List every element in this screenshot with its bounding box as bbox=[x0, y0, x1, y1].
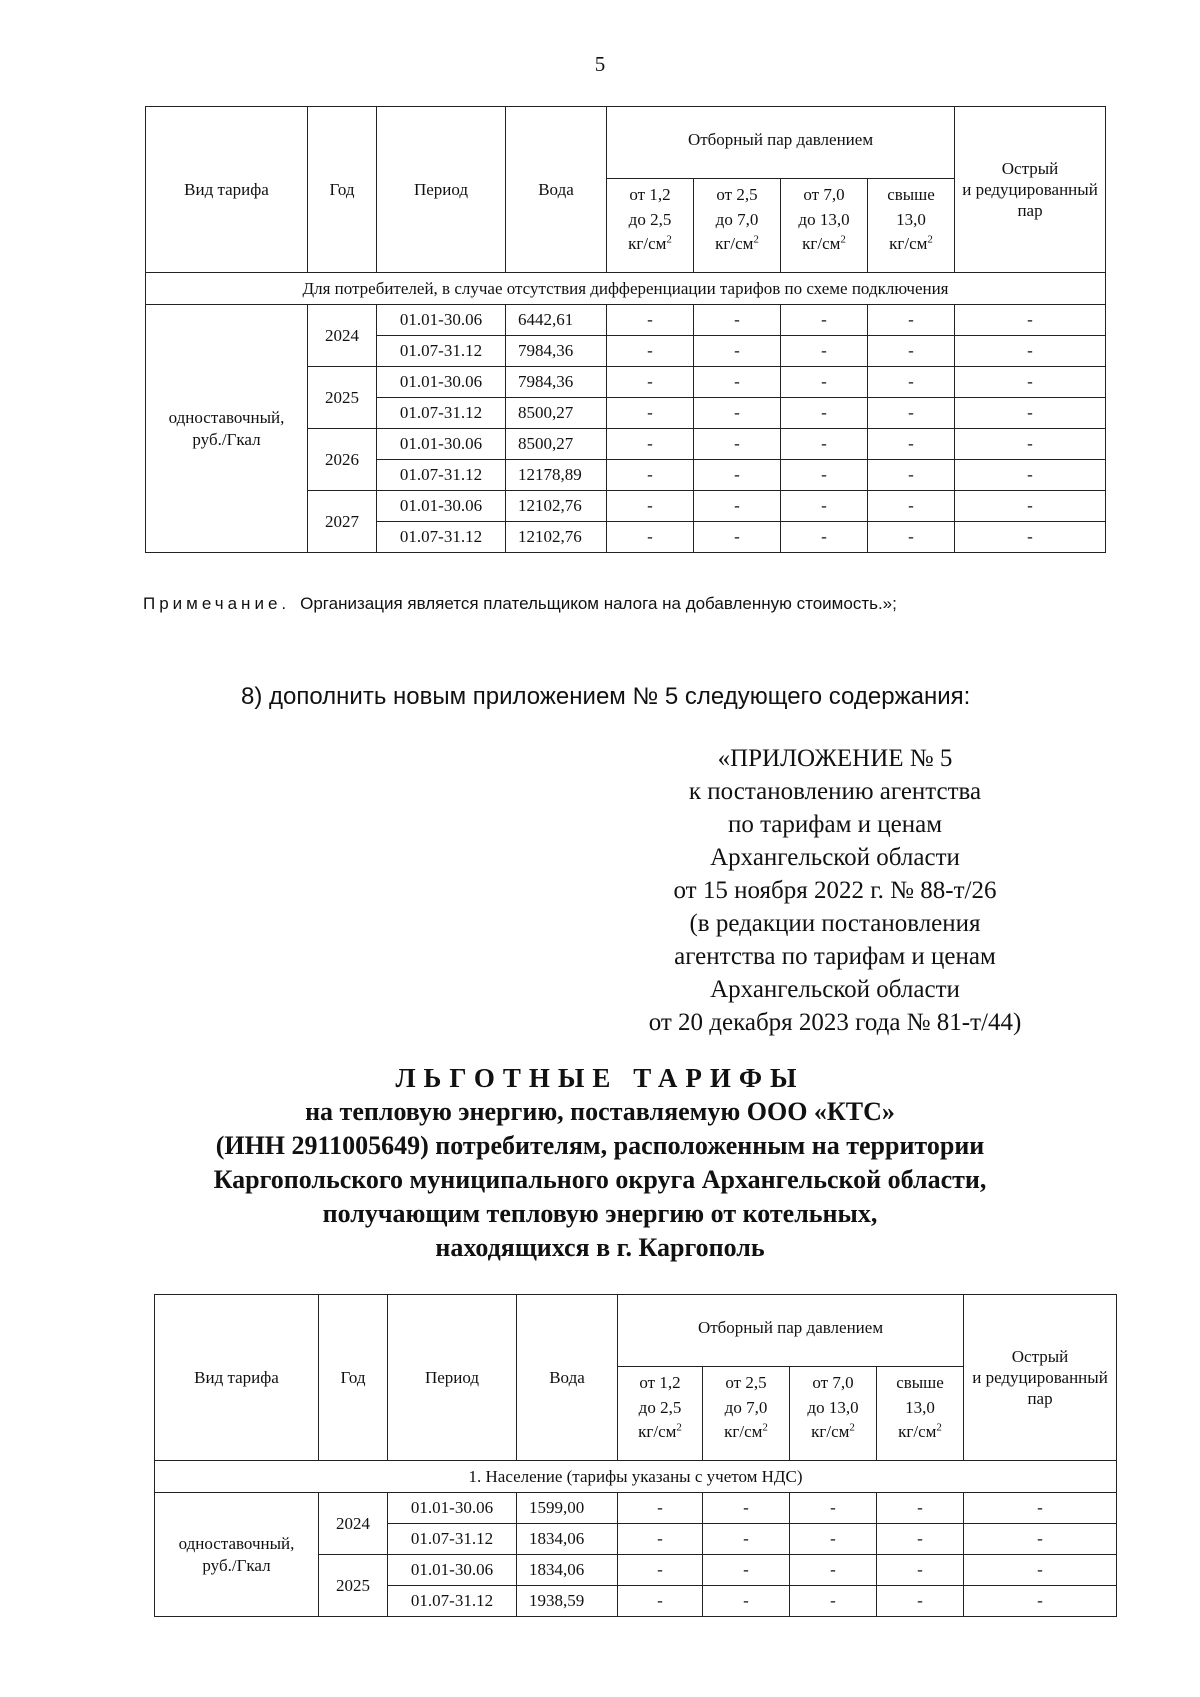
period-cell: 01.01-30.06 bbox=[388, 1555, 517, 1586]
title-line: (ИНН 2911005649) потребителям, расположенным на территории bbox=[215, 1131, 985, 1160]
steam-tariff-cell: - bbox=[618, 1555, 703, 1586]
appendix-line: от 15 ноября 2022 г. № 88-т/26 bbox=[673, 877, 997, 904]
steam-tariff-cell: - bbox=[790, 1586, 877, 1617]
title-line: Каргопольского муниципального округа Архангельской области, bbox=[213, 1165, 987, 1194]
title-line: на тепловую энергию, поставляемую ООО «КТС» bbox=[305, 1097, 895, 1126]
tariff-table-1 bbox=[145, 106, 1106, 553]
header-sharp-l1: Острый bbox=[1001, 158, 1059, 178]
period-cell: 01.07-31.12 bbox=[377, 460, 506, 491]
page-number: 5 bbox=[594, 52, 606, 76]
water-tariff-cell: 12102,76 bbox=[506, 522, 607, 553]
steam-tariff-cell: - bbox=[781, 491, 868, 522]
header-sharp-l1: Острый bbox=[1011, 1346, 1069, 1366]
period-cell: 01.07-31.12 bbox=[388, 1586, 517, 1617]
steam-tariff-cell: - bbox=[781, 522, 868, 553]
note bbox=[143, 594, 897, 614]
steam-tariff-cell: - bbox=[781, 336, 868, 367]
title-line: получающим тепловую энергию от котельных, bbox=[322, 1199, 878, 1228]
steam-tariff-cell: - bbox=[955, 491, 1106, 522]
water-tariff-cell: 1834,06 bbox=[517, 1524, 618, 1555]
section-row: 1. Население (тарифы указаны с учетом НДС) bbox=[155, 1461, 1117, 1493]
steam-tariff-cell: - bbox=[868, 460, 955, 491]
period-cell: 01.07-31.12 bbox=[377, 336, 506, 367]
appendix-line: «ПРИЛОЖЕНИЕ № 5 bbox=[717, 745, 953, 772]
period-cell: 01.07-31.12 bbox=[388, 1524, 517, 1555]
table-row bbox=[155, 1493, 1117, 1524]
steam-tariff-cell: - bbox=[868, 522, 955, 553]
appendix-line: по тарифам и ценам bbox=[727, 811, 943, 838]
steam-tariff-cell: - bbox=[868, 429, 955, 460]
header-tariff-type: Вид тарифа bbox=[146, 107, 308, 273]
steam-tariff-cell: - bbox=[868, 305, 955, 336]
steam-tariff-cell: - bbox=[607, 305, 694, 336]
period-cell: 01.01-30.06 bbox=[377, 367, 506, 398]
steam-tariff-cell: - bbox=[877, 1524, 964, 1555]
tariff-type-line: одноставочный, bbox=[178, 1534, 295, 1554]
steam-tariff-cell: - bbox=[618, 1524, 703, 1555]
steam-tariff-cell: - bbox=[868, 367, 955, 398]
steam-tariff-cell: - bbox=[955, 398, 1106, 429]
steam-tariff-cell: - bbox=[868, 491, 955, 522]
header-steam-col: от 1,2 до 2,5 $кг/см^2$ bbox=[607, 179, 694, 273]
steam-tariff-cell: - bbox=[868, 336, 955, 367]
year-cell: 2025 bbox=[319, 1555, 388, 1617]
steam-tariff-cell: - bbox=[703, 1493, 790, 1524]
title-line: находящихся в г. Каргополь bbox=[435, 1233, 765, 1262]
steam-tariff-cell: - bbox=[607, 398, 694, 429]
period-cell: 01.01-30.06 bbox=[377, 429, 506, 460]
steam-tariff-cell: - bbox=[607, 460, 694, 491]
steam-tariff-cell: - bbox=[694, 305, 781, 336]
header-period: Период bbox=[377, 107, 506, 273]
water-tariff-cell: 1938,59 bbox=[517, 1586, 618, 1617]
note-label: Примечание. bbox=[143, 594, 291, 613]
appendix-line: Архангельской области bbox=[710, 976, 960, 1003]
header-sharp-l2: и редуцированный bbox=[962, 179, 1098, 199]
steam-tariff-cell: - bbox=[607, 367, 694, 398]
steam-tariff-cell: - bbox=[694, 398, 781, 429]
section-row: Для потребителей, в случае отсутствия дифференциации тарифов по схеме подключения bbox=[146, 273, 1106, 305]
appendix-line: Архангельской области bbox=[710, 844, 960, 871]
note-text: Организация является плательщиком налога на добавленную стоимость.»; bbox=[300, 594, 897, 613]
steam-tariff-cell: - bbox=[868, 398, 955, 429]
appendix-heading bbox=[560, 742, 1110, 1039]
water-tariff-cell: 6442,61 bbox=[506, 305, 607, 336]
tariff-table-2 bbox=[154, 1294, 1117, 1617]
steam-tariff-cell: - bbox=[955, 336, 1106, 367]
steam-tariff-cell: - bbox=[964, 1493, 1117, 1524]
header-water: Вода bbox=[506, 107, 607, 273]
appendix-line: агентства по тарифам и ценам bbox=[674, 943, 996, 970]
tariff-type-line: одноставочный, bbox=[168, 408, 285, 428]
steam-tariff-cell: - bbox=[955, 460, 1106, 491]
steam-tariff-cell: - bbox=[607, 491, 694, 522]
steam-tariff-cell: - bbox=[694, 491, 781, 522]
steam-tariff-cell: - bbox=[877, 1586, 964, 1617]
period-cell: 01.01-30.06 bbox=[388, 1493, 517, 1524]
steam-tariff-cell: - bbox=[790, 1555, 877, 1586]
period-cell: 01.07-31.12 bbox=[377, 398, 506, 429]
header-steam-col: свыше 13,0 $кг/см^2$ bbox=[877, 1367, 964, 1461]
header-steam-col: от 7,0 до 13,0 $кг/см^2$ bbox=[781, 179, 868, 273]
water-tariff-cell: 12102,76 bbox=[506, 491, 607, 522]
steam-tariff-cell: - bbox=[694, 460, 781, 491]
steam-tariff-cell: - bbox=[964, 1555, 1117, 1586]
appendix-line: (в редакции постановления bbox=[689, 910, 981, 937]
water-tariff-cell: 7984,36 bbox=[506, 336, 607, 367]
header-sharp-l3: пар bbox=[1027, 1389, 1053, 1409]
steam-tariff-cell: - bbox=[607, 429, 694, 460]
document-title bbox=[150, 1061, 1050, 1265]
header-year: Год bbox=[319, 1295, 388, 1461]
steam-tariff-cell: - bbox=[781, 305, 868, 336]
header-water: Вода bbox=[517, 1295, 618, 1461]
steam-tariff-cell: - bbox=[694, 522, 781, 553]
steam-tariff-cell: - bbox=[877, 1555, 964, 1586]
period-cell: 01.01-30.06 bbox=[377, 491, 506, 522]
header-sharp-l2: и редуцированный bbox=[972, 1367, 1108, 1387]
header-steam-col: от 7,0 до 13,0 $кг/см^2$ bbox=[790, 1367, 877, 1461]
header-steam-pressure: Отборный пар давлением bbox=[618, 1295, 964, 1367]
water-tariff-cell: 8500,27 bbox=[506, 398, 607, 429]
steam-tariff-cell: - bbox=[877, 1493, 964, 1524]
year-cell: 2025 bbox=[308, 367, 377, 429]
year-cell: 2024 bbox=[308, 305, 377, 367]
steam-tariff-cell: - bbox=[781, 367, 868, 398]
header-steam-col: от 2,5 до 7,0 $кг/см^2$ bbox=[694, 179, 781, 273]
steam-tariff-cell: - bbox=[955, 429, 1106, 460]
water-tariff-cell: 1599,00 bbox=[517, 1493, 618, 1524]
header-steam-col: свыше 13,0 $кг/см^2$ bbox=[868, 179, 955, 273]
year-cell: 2026 bbox=[308, 429, 377, 491]
header-sharp-l3: пар bbox=[1017, 201, 1043, 221]
year-cell: 2024 bbox=[319, 1493, 388, 1555]
header-sharp-steam bbox=[955, 107, 1106, 273]
steam-tariff-cell: - bbox=[781, 398, 868, 429]
period-cell: 01.07-31.12 bbox=[377, 522, 506, 553]
appendix-line: от 20 декабря 2023 года № 81-т/44) bbox=[648, 1009, 1022, 1036]
title-main: ЛЬГОТНЫЕ ТАРИФЫ bbox=[395, 1063, 805, 1093]
steam-tariff-cell: - bbox=[955, 367, 1106, 398]
steam-tariff-cell: - bbox=[790, 1524, 877, 1555]
header-steam-pressure: Отборный пар давлением bbox=[607, 107, 955, 179]
header-period: Период bbox=[388, 1295, 517, 1461]
water-tariff-cell: 1834,06 bbox=[517, 1555, 618, 1586]
steam-tariff-cell: - bbox=[955, 305, 1106, 336]
steam-tariff-cell: - bbox=[955, 522, 1106, 553]
steam-tariff-cell: - bbox=[618, 1493, 703, 1524]
year-cell: 2027 bbox=[308, 491, 377, 553]
header-steam-col: от 2,5 до 7,0 $кг/см^2$ bbox=[703, 1367, 790, 1461]
steam-tariff-cell: - bbox=[964, 1524, 1117, 1555]
steam-tariff-cell: - bbox=[618, 1586, 703, 1617]
steam-tariff-cell: - bbox=[781, 460, 868, 491]
steam-tariff-cell: - bbox=[781, 429, 868, 460]
steam-tariff-cell: - bbox=[607, 522, 694, 553]
tariff-unit-line: руб./Гкал bbox=[192, 429, 261, 449]
header-tariff-type: Вид тарифа bbox=[155, 1295, 319, 1461]
water-tariff-cell: 12178,89 bbox=[506, 460, 607, 491]
water-tariff-cell: 8500,27 bbox=[506, 429, 607, 460]
steam-tariff-cell: - bbox=[694, 429, 781, 460]
header-sharp-steam bbox=[964, 1295, 1117, 1461]
steam-tariff-cell: - bbox=[607, 336, 694, 367]
steam-tariff-cell: - bbox=[694, 336, 781, 367]
item-8-text: 8) дополнить новым приложением № 5 следующего содержания: bbox=[241, 683, 971, 710]
steam-tariff-cell: - bbox=[703, 1555, 790, 1586]
tariff-type-cell bbox=[155, 1493, 319, 1617]
appendix-line: к постановлению агентства bbox=[688, 778, 982, 805]
steam-tariff-cell: - bbox=[694, 367, 781, 398]
table-row bbox=[146, 305, 1106, 336]
steam-tariff-cell: - bbox=[790, 1493, 877, 1524]
steam-tariff-cell: - bbox=[703, 1586, 790, 1617]
water-tariff-cell: 7984,36 bbox=[506, 367, 607, 398]
tariff-unit-line: руб./Гкал bbox=[202, 1555, 271, 1575]
steam-tariff-cell: - bbox=[703, 1524, 790, 1555]
header-steam-col: от 1,2 до 2,5 $кг/см^2$ bbox=[618, 1367, 703, 1461]
tariff-type-cell bbox=[146, 305, 308, 553]
period-cell: 01.01-30.06 bbox=[377, 305, 506, 336]
steam-tariff-cell: - bbox=[964, 1586, 1117, 1617]
header-year: Год bbox=[308, 107, 377, 273]
